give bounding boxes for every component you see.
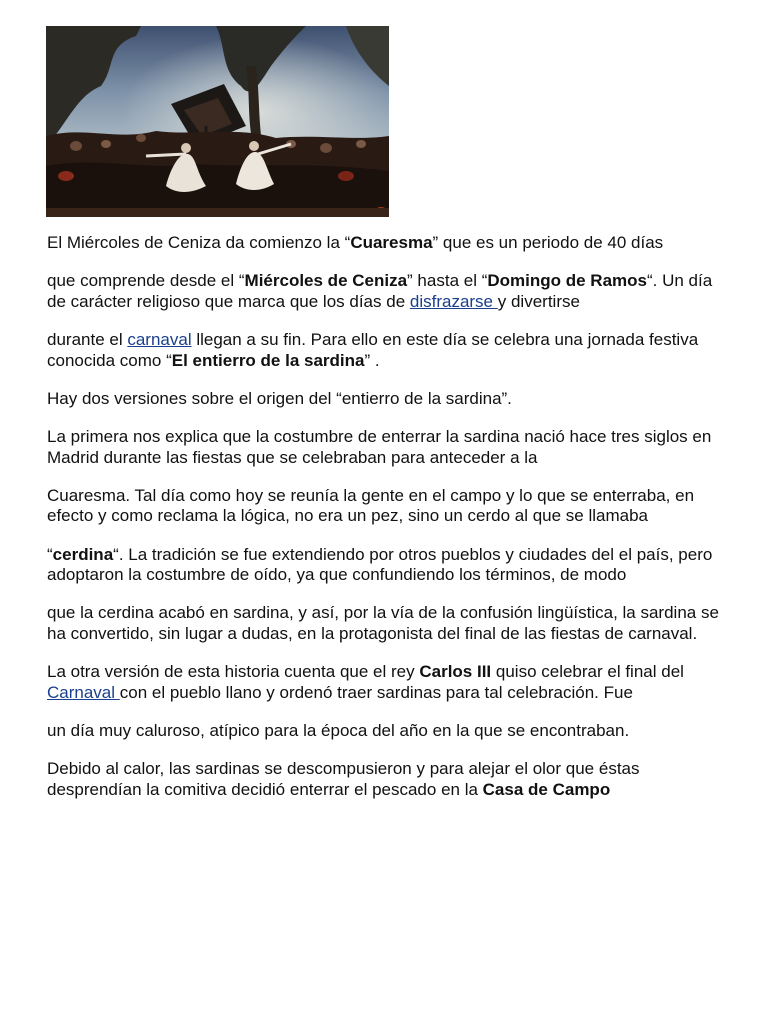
bold-text: Casa de Campo [482, 779, 611, 799]
text-run: quiso celebrar el final del [491, 662, 684, 682]
paragraph [47, 662, 727, 703]
bold-text: Domingo de Ramos [487, 271, 647, 291]
text-run: que comprende desde el “ [47, 271, 245, 291]
text-run: que la cerdina acabó en sardina, y así, por la vía de la confusión lingüística, la sardina se ha convertido, sin lugar a dudas, en la protagonista del final de las fiestas de carnaval. [47, 603, 719, 643]
text-run: con el pueblo llano y ordenó traer sardinas para tal celebración. Fue [119, 682, 633, 702]
inline-link[interactable]: carnaval [127, 329, 192, 349]
paragraph [47, 233, 727, 254]
bold-text: Cuaresma [350, 233, 433, 252]
inline-link[interactable]: Carnaval [47, 682, 120, 702]
paragraph [47, 759, 727, 800]
text-run: ” que es un periodo de 40 días [432, 233, 664, 252]
text-run: “. La tradición se fue extendiendo por otros pueblos y ciudades del el país, pero adoptaron la costumbre de oído, ya que confundiendo los términos, de modo [47, 544, 713, 585]
text-run: y divertirse [497, 291, 580, 311]
bold-text: El entierro de la sardina [171, 350, 365, 370]
text-run: Cuaresma. Tal día como hoy se reunía la gente en el campo y lo que se enterraba, en efecto y como reclama la lógica, no era un pez, sino un cerdo al que se llamaba [47, 485, 695, 526]
text-run: un día muy caluroso, atípico para la época del año en la que se encontraban. [47, 720, 630, 740]
text-run: La otra versión de esta historia cuenta que el rey [47, 662, 420, 682]
paragraph [47, 545, 727, 586]
inline-link[interactable]: disfrazarse [409, 291, 498, 311]
text-run: “. Un día de carácter religioso que marca que los días de [47, 271, 713, 311]
paragraph [47, 486, 727, 527]
paragraph [47, 330, 727, 371]
text-run: “ [47, 544, 53, 564]
text-run: Hay dos versiones sobre el origen del “entierro de la sardina”. [47, 388, 512, 408]
text-run: ” . [364, 350, 380, 370]
paragraph [47, 389, 727, 410]
paragraph [47, 603, 727, 644]
text-run: El Miércoles de Ceniza da comienzo la “ [47, 233, 351, 252]
article-body [47, 233, 727, 818]
paragraph [47, 427, 727, 468]
text-run: ” hasta el “ [407, 271, 488, 291]
bold-text: Carlos III [419, 662, 492, 682]
bold-text: Miércoles de Ceniza [244, 271, 408, 291]
paragraph [47, 721, 727, 742]
paragraph [47, 271, 727, 312]
text-run: La primera nos explica que la costumbre de enterrar la sardina nació hace tres siglos en Madrid durante las fiestas que se celebraban para anteceder a la [47, 426, 712, 467]
bold-text: cerdina [52, 544, 114, 564]
painting-icon [46, 26, 389, 217]
text-run: llegan a su fin. Para ello en este día se celebra una jornada festiva conocida como “ [47, 329, 699, 370]
text-run: Debido al calor, las sardinas se descompusieron y para alejar el olor que éstas desprendían la comitiva decidió enterrar el pescado en la [47, 759, 640, 799]
text-run: durante el [47, 329, 128, 349]
